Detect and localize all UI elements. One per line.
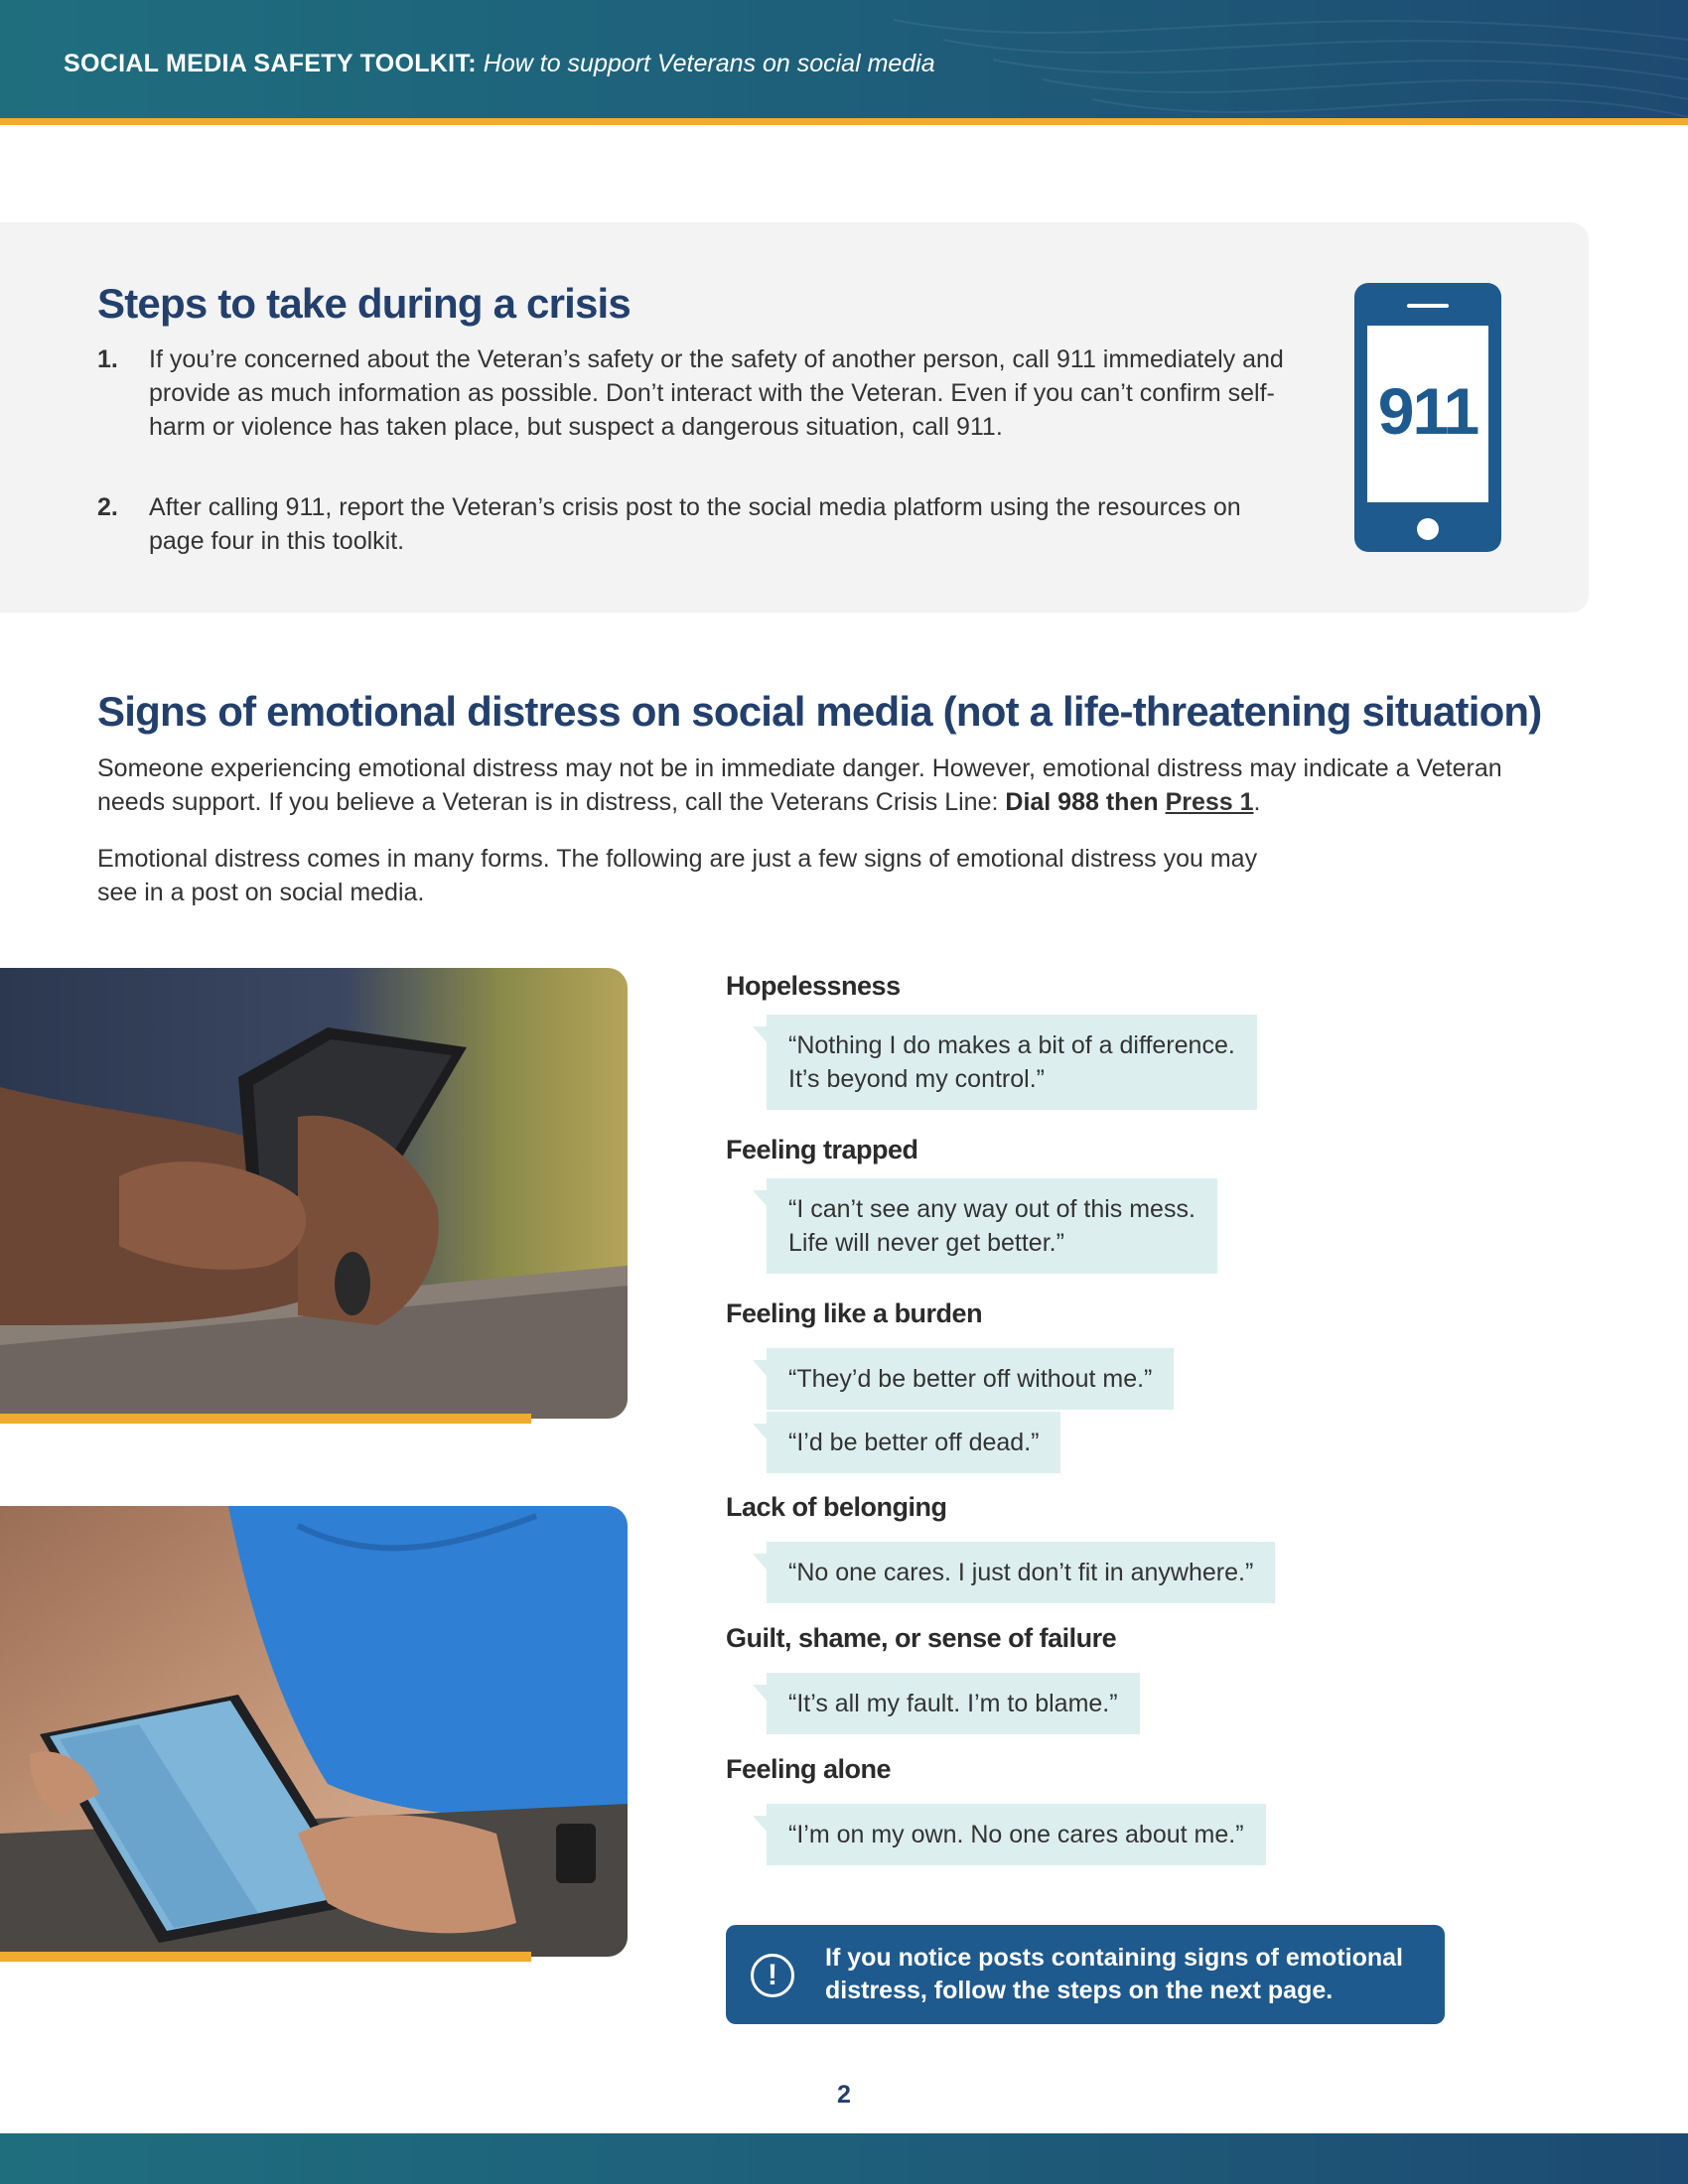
distress-intro-text: Someone experiencing emotional distress may not be in immediate danger. However, emotional distress may indicate a Veteran needs support. If you believe a Veteran is in distress, call the Veterans Crisis Line: <box>97 754 1502 816</box>
phone-home-button <box>1417 518 1439 540</box>
step-text: If you’re concerned about the Veteran’s safety or the safety of another person, call 911 immediately and provide as much information as possible. Don’t interact with the Veteran. Even if you can’t confirm self-harm or violence has taken place, but suspect a dangerous situation, call 911. <box>149 345 1284 441</box>
sign-label-feeling-alone: Feeling alone <box>726 1754 892 1784</box>
sign-label-feeling-burden: Feeling like a burden <box>726 1298 983 1328</box>
step-number: 1. <box>97 345 118 373</box>
phone-number-911: 911 <box>1377 374 1478 448</box>
callout-text: If you notice posts containing signs of emotional distress, follow the steps on the next page. <box>825 1944 1403 2004</box>
quote-bubble: “I’m on my own. No one cares about me.” <box>767 1804 1266 1865</box>
sign-label-feeling-trapped: Feeling trapped <box>726 1135 918 1164</box>
phone-911-icon <box>1354 283 1501 552</box>
quote-bubble: “They’d be better off without me.” <box>767 1348 1174 1410</box>
quote-bubble: “I’d be better off dead.” <box>767 1412 1060 1473</box>
distress-intro-end: . <box>1253 788 1261 816</box>
step-number: 2. <box>97 493 118 521</box>
exclamation-circle-icon: ! <box>751 1954 794 1997</box>
next-steps-callout <box>726 1925 1445 2024</box>
distress-intro-paragraph <box>97 751 1507 819</box>
page-footer-bar <box>0 2133 1688 2184</box>
step-text: After calling 911, report the Veteran’s crisis post to the social media platform using the resources on page four in this toolkit. <box>149 493 1241 555</box>
quote-bubble: “I can’t see any way out of this mess. Life will never get better.” <box>767 1178 1217 1274</box>
photo-hands-phone <box>0 968 628 1419</box>
header-gold-rule <box>0 118 1688 125</box>
photo-gold-rule <box>0 1952 531 1962</box>
crisis-line-press-link[interactable]: Press 1 <box>1165 788 1254 816</box>
distress-forms-paragraph: Emotional distress comes in many forms. The following are just a few signs of emotional distress you may see in a post on social media. <box>97 845 1258 906</box>
photo-tablet-user <box>0 1506 628 1957</box>
sign-label-guilt-shame: Guilt, shame, or sense of failure <box>726 1623 1117 1653</box>
header-title-bold: SOCIAL MEDIA SAFETY TOOLKIT: <box>64 50 477 77</box>
page-number: 2 <box>837 2081 851 2109</box>
quote-bubble: “It’s all my fault. I’m to blame.” <box>767 1673 1140 1734</box>
crisis-step-2 <box>97 490 1289 558</box>
distress-title: Signs of emotional distress on social media (not a life-threatening situation) <box>97 688 1542 735</box>
quote-bubble: “Nothing I do makes a bit of a difference. It’s beyond my control.” <box>767 1015 1257 1110</box>
sign-label-hopelessness: Hopelessness <box>726 971 901 1001</box>
photo-gold-rule <box>0 1414 531 1424</box>
header-title-italic: How to support Veterans on social media <box>483 50 935 77</box>
phone-speaker <box>1407 304 1449 308</box>
sign-label-lack-of-belonging: Lack of belonging <box>726 1492 947 1522</box>
crisis-line-dial: Dial 988 then <box>1005 788 1166 816</box>
page-header <box>0 0 1688 118</box>
crisis-title: Steps to take during a crisis <box>97 280 631 327</box>
quote-bubble: “No one cares. I just don’t fit in anywhere.” <box>767 1542 1275 1603</box>
phone-screen <box>1367 326 1488 502</box>
header-title <box>64 50 935 78</box>
crisis-step-1 <box>97 342 1289 444</box>
